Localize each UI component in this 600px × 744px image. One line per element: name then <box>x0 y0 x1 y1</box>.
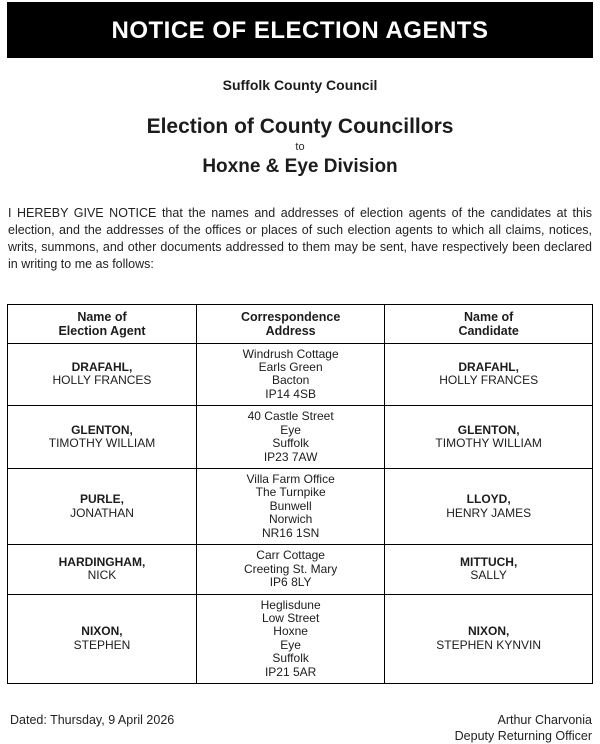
election-title: Election of County Councillors <box>146 115 454 138</box>
table-header-row <box>8 304 593 343</box>
address-line: Suffolk <box>272 436 309 451</box>
surname: GLENTON, <box>457 422 520 437</box>
forenames: HOLLY FRANCES <box>439 373 539 388</box>
forenames: STEPHEN KYNVIN <box>436 637 541 652</box>
column-header-line: Election Agent <box>58 323 146 338</box>
forenames: TIMOTHY WILLIAM <box>435 436 542 451</box>
column-header-correspondence-address <box>196 304 384 343</box>
address-line: IP6 8LY <box>269 575 312 590</box>
surname: PURLE, <box>79 492 124 507</box>
address-line: Eye <box>280 637 301 652</box>
election-agent-name-cell <box>8 594 197 684</box>
address-line: Eye <box>280 422 301 437</box>
election-agent-name-cell <box>8 469 197 545</box>
election-agent-name-cell <box>8 545 197 594</box>
address-line: Bunwell <box>269 498 312 513</box>
column-header-line: Candidate <box>458 323 519 338</box>
address-line: Heglisdune <box>260 597 321 612</box>
forenames: HENRY JAMES <box>446 505 532 520</box>
council-name: Suffolk County Council <box>222 77 378 93</box>
correspondence-address-cell <box>196 469 384 545</box>
officer-title: Deputy Returning Officer <box>454 728 592 743</box>
surname: GLENTON, <box>71 422 133 437</box>
forenames: SALLY <box>470 568 507 583</box>
column-header-line: Name of <box>77 309 127 324</box>
surname: HARDINGHAM, <box>58 554 146 569</box>
table-row <box>8 469 593 545</box>
candidate-name-cell <box>385 343 593 406</box>
address-line: Suffolk <box>272 651 309 666</box>
surname: NIXON, <box>81 624 123 639</box>
election-agents-table <box>7 304 593 685</box>
forenames: NICK <box>87 568 117 583</box>
address-line: IP14 4SB <box>265 386 316 401</box>
column-header-line: Name of <box>463 309 514 324</box>
election-agent-name-cell <box>8 406 197 469</box>
address-line: Villa Farm Office <box>246 472 335 486</box>
table-row <box>8 594 593 684</box>
election-agent-name-cell <box>8 343 197 406</box>
division-name: Hoxne & Eye Division <box>202 156 398 177</box>
candidate-name-cell <box>385 594 593 684</box>
correspondence-address-cell <box>196 594 384 684</box>
surname: NIXON, <box>467 624 510 639</box>
election-title-connector: to <box>295 141 305 153</box>
notice-banner <box>7 2 593 58</box>
document-footer <box>10 713 592 744</box>
surname: DRAFAHL, <box>71 359 133 374</box>
returning-officer-block <box>455 713 592 744</box>
dated-line: Dated: Thursday, 9 April 2026 <box>10 713 175 728</box>
address-line: Earls Green <box>258 359 323 374</box>
address-line: 40 Castle Street <box>247 409 334 424</box>
address-line: Creeting St. Mary <box>243 561 338 576</box>
column-header-line: Address <box>265 323 316 338</box>
candidate-name-cell <box>385 406 593 469</box>
address-line: IP21 5AR <box>264 664 317 679</box>
candidate-name-cell <box>385 545 593 594</box>
address-line: Bacton <box>271 373 310 388</box>
surname: DRAFAHL, <box>458 359 519 374</box>
address-line: NR16 1SN <box>261 525 320 540</box>
address-line: IP23 7AW <box>263 449 318 464</box>
surname: LLOYD, <box>466 492 511 507</box>
correspondence-address-cell <box>196 406 384 469</box>
forenames: JONATHAN <box>70 505 134 520</box>
notice-banner-title: NOTICE OF ELECTION AGENTS <box>111 17 489 44</box>
address-line: Norwich <box>268 512 313 527</box>
address-line: Hoxne <box>273 624 308 639</box>
forenames: STEPHEN <box>73 637 131 652</box>
address-line: Carr Cottage <box>256 548 325 563</box>
address-line: Windrush Cottage <box>242 346 339 361</box>
table-row <box>8 406 593 469</box>
forenames: HOLLY FRANCES <box>52 373 152 388</box>
column-header-line: Correspondence <box>240 309 341 324</box>
table-row <box>8 343 593 406</box>
candidate-name-cell <box>385 469 593 545</box>
address-line: The Turnpike <box>255 485 326 500</box>
column-header-candidate <box>385 304 593 343</box>
table-row <box>8 545 593 594</box>
address-line: Low Street <box>261 610 320 625</box>
surname: MITTUCH, <box>459 554 518 569</box>
correspondence-address-cell <box>196 343 384 406</box>
officer-name: Arthur Charvonia <box>497 713 592 728</box>
column-header-election-agent <box>8 304 197 343</box>
correspondence-address-cell <box>196 545 384 594</box>
forenames: TIMOTHY WILLIAM <box>48 436 156 451</box>
notice-paragraph: I HEREBY GIVE NOTICE that the names and addresses of election agents of the candidates at this election, and the addresses of the offices or places of such election agents to which all claims, notices, writs, summons, and other documents addressed to them may be sent, have respectively been declared in writing to me as follows: <box>8 206 592 272</box>
